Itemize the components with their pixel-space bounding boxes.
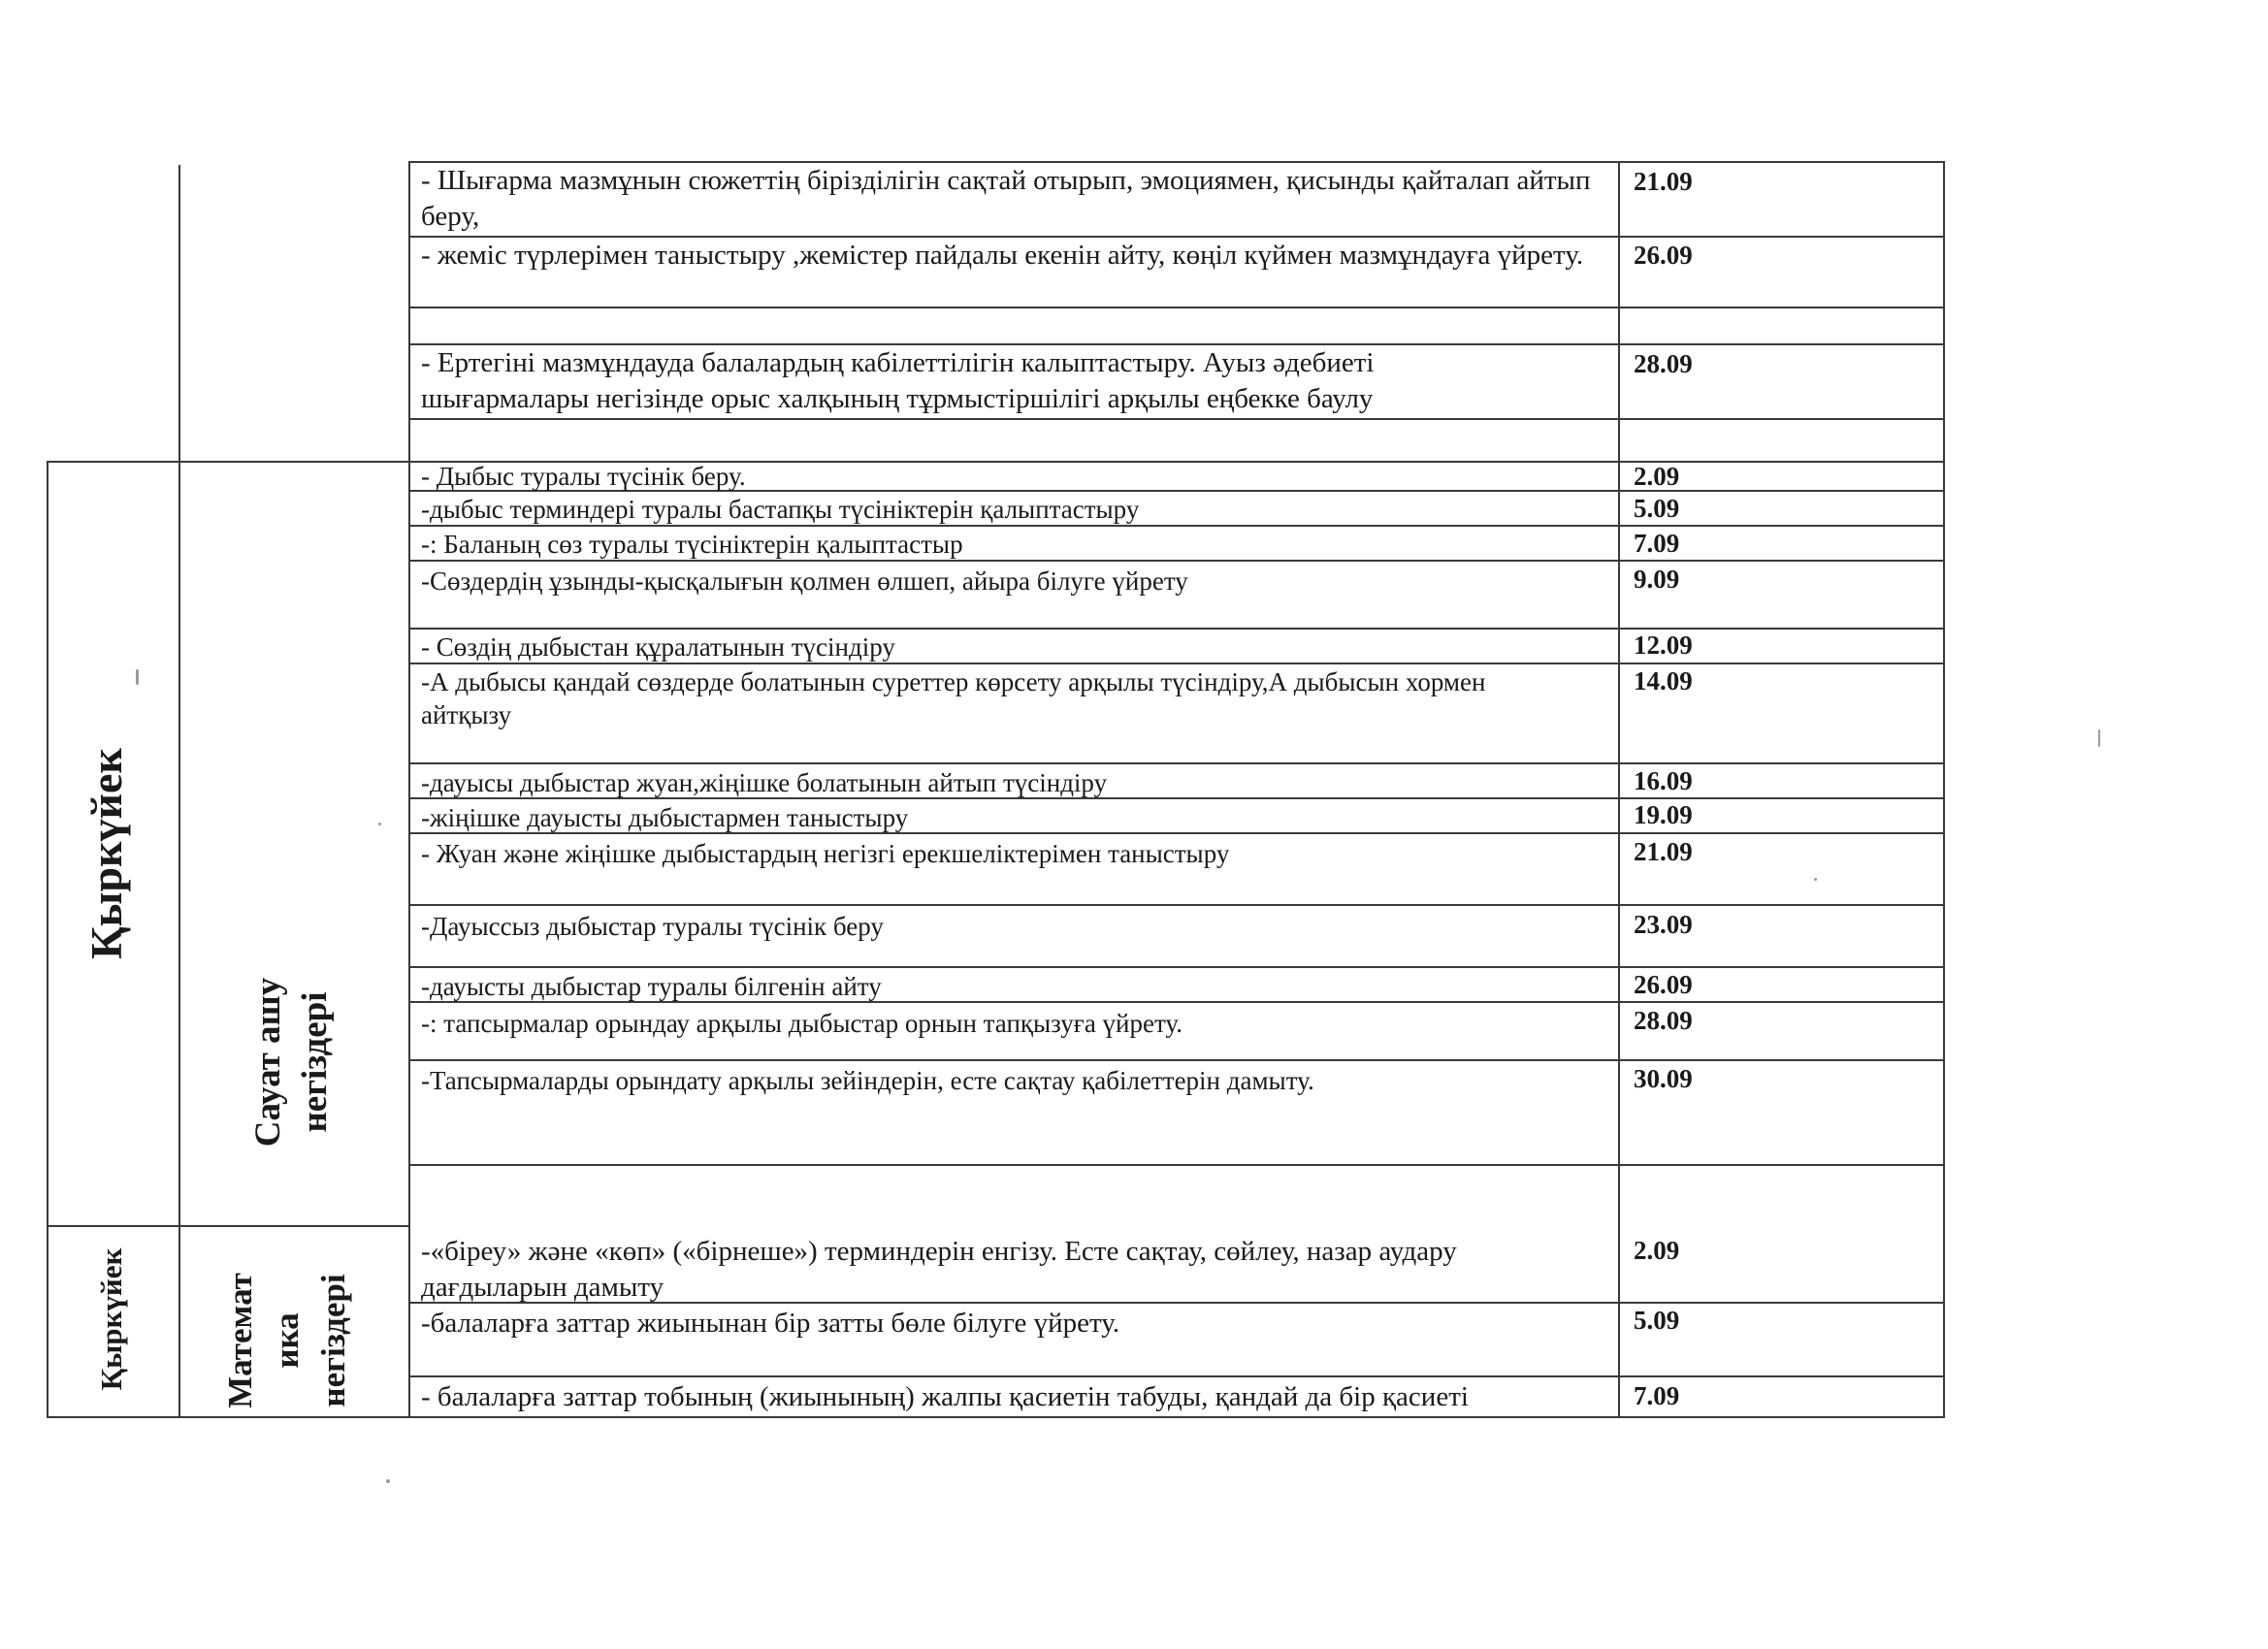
lesson-date: 14.09 — [1634, 666, 1693, 695]
scan-speck — [386, 1479, 390, 1483]
row-line — [408, 307, 1945, 308]
lesson-topic: -дыбыс терминдері туралы бастапқы түсініктерін қалыптастыру — [421, 495, 1140, 524]
row-line — [408, 1164, 1945, 1166]
row-line — [408, 628, 1945, 630]
subject-label-literacy — [245, 907, 342, 1217]
row-line — [408, 418, 1945, 420]
lesson-date: 7.09 — [1634, 1381, 1680, 1410]
lesson-topic: -Тапсырмаларды орындату арқылы зейіндерін, есте сақтау қабілеттерін дамыту. — [421, 1066, 1314, 1095]
month-label: Қыркүйек — [81, 748, 131, 959]
subject-label-line: ика — [268, 1312, 306, 1369]
lesson-date: 26.09 — [1634, 970, 1693, 999]
lesson-topic: - жеміс түрлерімен таныстыру ,жемістер пайдалы екенін айту, көңіл күймен мазмұндауға үйрету. — [421, 240, 1584, 271]
lesson-topic: -«біреу» және «көп» («бірнеше») терминдерін енгізу. Есте сақтау, сөйлеу, назар аудару дағдыларын дамыту — [421, 1236, 1457, 1303]
row-line — [408, 966, 1945, 968]
subject-label-line: Сауат ашу — [248, 977, 288, 1148]
col-divider-subject — [408, 161, 410, 1416]
lesson-date: 2.09 — [1634, 462, 1680, 491]
lesson-topic: - Жуан және жіңішке дыбыстардың негізгі ерекшеліктерімен таныстыру — [421, 839, 1230, 868]
lesson-date: 23.09 — [1634, 910, 1693, 939]
lesson-topic: -дауысы дыбыстар жуан,жіңішке болатынын айтып түсіндіру — [421, 768, 1108, 797]
lesson-topic: - Ертегіні мазмұндауда балалардың кабілеттілігін калыптастыру. Ауыз әдебиеті шығармалары негізінде орыс халқының тұрмыстіршілігі арқылы еңбекке баулу — [421, 347, 1375, 414]
lesson-topic: -жіңішке дауысты дыбыстармен таныстыру — [421, 803, 909, 832]
lesson-date: 28.09 — [1634, 1006, 1693, 1035]
scan-speck — [136, 669, 139, 685]
scan-speck — [1814, 878, 1817, 881]
lesson-topic: - Шығарма мазмұнын сюжеттің бірізділігін сақтай отырып, эмоциямен, қисынды қайталап айтып беру, — [421, 165, 1591, 232]
col-divider-date — [1618, 161, 1620, 1416]
lesson-topic: - Дыбыс туралы түсінік беру. — [421, 462, 746, 491]
lesson-date: 5.09 — [1634, 1306, 1680, 1335]
subject-label-line: Математ — [221, 1273, 259, 1408]
scan-speck — [378, 823, 381, 825]
lesson-topic: - балаларға заттар тобының (жиынының) жалпы қасиетін табуды, қандай да бір қасиеті — [421, 1381, 1469, 1412]
subject-label-line: негіздері — [295, 991, 335, 1133]
row-line — [408, 1059, 1945, 1061]
lesson-date: 12.09 — [1634, 630, 1693, 660]
section-line — [47, 1225, 410, 1227]
lesson-date: 21.09 — [1634, 837, 1693, 866]
lesson-topic: -дауысты дыбыстар туралы білгенін айту — [421, 972, 882, 1001]
lesson-topic: -: Баланың сөз туралы түсініктерін қалыптастыр — [421, 530, 963, 559]
lesson-date: 30.09 — [1634, 1064, 1693, 1093]
scan-speck — [2098, 729, 2100, 747]
lesson-date: 19.09 — [1634, 800, 1693, 829]
table-border-left — [47, 461, 49, 1416]
lesson-date: 5.09 — [1634, 494, 1680, 523]
lesson-date: 21.09 — [1634, 167, 1693, 196]
lesson-topic: -Дауыссыз дыбыстар туралы түсінік беру — [421, 912, 884, 941]
row-line — [408, 904, 1945, 906]
lesson-date: 26.09 — [1634, 241, 1693, 270]
lesson-date: 16.09 — [1634, 766, 1693, 795]
lesson-topic: -балаларға заттар жиынынан бір затты бөле білуге үйрету. — [421, 1308, 1120, 1339]
lesson-date: 2.09 — [1634, 1236, 1680, 1265]
lesson-topic: -: тапсырмалар орындау арқылы дыбыстар орнын тапқызуға үйрету. — [421, 1009, 1183, 1038]
lesson-date: 9.09 — [1634, 565, 1680, 594]
lesson-topic: - Сөздің дыбыстан құралатынын түсіндіру — [421, 632, 895, 662]
lesson-date: 28.09 — [1634, 349, 1693, 378]
table-border-right — [1943, 161, 1945, 1416]
lesson-topic: -Сөздердің ұзынды-қысқалығын қолмен өлшеп, айыра білуге үйрету — [421, 566, 1188, 596]
subject-label-line: негіздері — [314, 1274, 352, 1407]
lesson-date: 7.09 — [1634, 529, 1680, 558]
month-label-math: Қыркүйек — [94, 1247, 128, 1391]
row-line — [408, 762, 1945, 764]
row-line — [408, 1375, 1945, 1377]
lesson-topic: -А дыбысы қандай сөздерде болатынын суреттер көрсету арқылы түсіндіру,А дыбысын хормен айтқызу — [421, 667, 1486, 729]
subject-label-math — [217, 1253, 363, 1428]
col-divider-month — [178, 165, 180, 1416]
